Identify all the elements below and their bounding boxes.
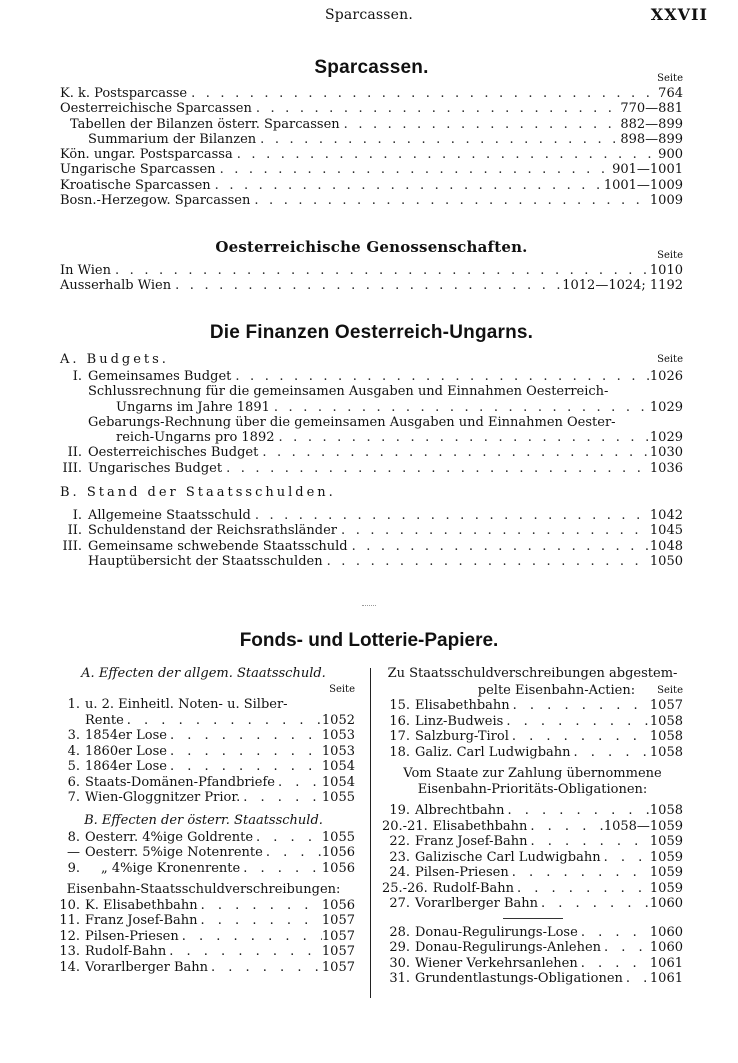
- toc-entry[interactable]: Tabellen der Bilanzen österr. Sparcassen . . . 882—899: [60, 117, 683, 132]
- list-item[interactable]: 25.-26. Rudolf-Bahn . . . 1059: [382, 881, 683, 897]
- toc-entry[interactable]: Summarium der Bilanzen . . . 898—899: [60, 132, 683, 147]
- group-heading-a: A. Effecten der allgem. Staatsschuld.: [81, 666, 326, 681]
- list-item[interactable]: 6. Staats-Domänen-Pfandbriefe . . . 1054: [52, 775, 355, 791]
- section-finanzen: [60, 321, 683, 569]
- list-item[interactable]: 5. 1864er Lose . . . 1054: [52, 759, 355, 775]
- running-head: [0, 0, 738, 30]
- toc-entry[interactable]: Ausserhalb Wien . . . 1012—1024; 1192: [60, 278, 683, 293]
- seite-label: Seite: [657, 73, 683, 84]
- section-genossenschaften: [60, 233, 683, 294]
- fonds-right-column: [382, 665, 683, 987]
- list-item[interactable]: 10. K. Elisabethbahn . . . 1056: [52, 898, 355, 914]
- toc-entry[interactable]: III. Ungarisches Budget . . . 1036: [60, 461, 683, 476]
- list-item[interactable]: 8. Oesterr. 4%ige Goldrente . . . 1055: [52, 830, 355, 846]
- list-item[interactable]: 14. Vorarlberger Bahn . . . 1057: [52, 960, 355, 976]
- section-title-fonds: Fonds- und Lotterie-Papiere.: [239, 630, 499, 651]
- group-heading-a-line2: pelte Eisenbahn-Actien: Seite: [477, 683, 683, 698]
- group-heading-staatsschulden: B. Stand der Staatsschulden.: [60, 485, 336, 501]
- toc-entry[interactable]: Schlussrechnung für die gemeinsamen Ausgaben und Einnahmen Oesterreich-: [88, 384, 609, 400]
- toc-entry[interactable]: Gebarungs-Rechnung über die gemeinsamen Ausgaben und Einnahmen Oester-: [88, 414, 616, 430]
- toc-entry[interactable]: III. Gemeinsame schwebende Staatsschuld . . . 1048: [60, 539, 683, 554]
- section-header: [60, 321, 683, 351]
- list-item[interactable]: 24. Pilsen-Priesen . . . 1059: [382, 865, 683, 881]
- toc-entry[interactable]: Ungarns im Jahre 1891 . . . 1029: [60, 400, 683, 415]
- list-item[interactable]: 7. Wien-Gloggnitzer Prior. . . . 1055: [52, 790, 355, 806]
- toc-entry[interactable]: Kroatische Sparcassen . . . 1001—1009: [60, 178, 683, 193]
- toc-entry[interactable]: K. k. Postsparcasse . . . 764: [60, 86, 683, 101]
- seite-label: Seite: [329, 684, 355, 695]
- toc-entry[interactable]: I. Allgemeine Staatsschuld . . . 1042: [60, 508, 683, 523]
- toc-entry[interactable]: Hauptübersicht der Staatsschulden . . . 1050: [60, 554, 683, 569]
- toc-entry[interactable]: II. Schuldenstand der Reichsrathsländer . . . 1045: [60, 523, 683, 538]
- section-title: Oesterreichische Genossenschaften.: [215, 238, 528, 256]
- toc-list: [60, 86, 683, 208]
- group-heading-c: Eisenbahn-Staatsschuldverschreibungen:: [66, 882, 341, 897]
- fonds-left-column: [52, 665, 355, 975]
- list-item[interactable]: 18. Galiz. Carl Ludwigbahn . . . 1058: [382, 745, 683, 761]
- toc-entry[interactable]: I. Gemeinsames Budget . . . 1026: [60, 369, 683, 384]
- column-divider: [370, 668, 371, 998]
- toc-entry[interactable]: reich-Ungarns pro 1892 . . . 1029: [60, 430, 683, 445]
- group-heading-a-line1: Zu Staatsschuldverschreibungen abgestem-: [387, 666, 678, 681]
- list-item[interactable]: 22. Franz Josef-Bahn . . . 1059: [382, 834, 683, 850]
- list-item[interactable]: 3. 1854er Lose . . . 1053: [52, 728, 355, 744]
- list-item[interactable]: 11. Franz Josef-Bahn . . . 1057: [52, 913, 355, 929]
- seite-label: Seite: [657, 685, 683, 696]
- running-head-title: Sparcassen.: [324, 7, 414, 23]
- list-item[interactable]: 20.-21. Elisabethbahn . . . 1058—1059: [382, 819, 683, 835]
- list-item[interactable]: 23. Galizische Carl Ludwigbahn . . . 1059: [382, 850, 683, 866]
- list-item[interactable]: 29. Donau-Regulirungs-Anlehen . . . 1060: [382, 940, 683, 956]
- list-item[interactable]: 16. Linz-Budweis . . . 1058: [382, 714, 683, 730]
- group-heading-b: B. Effecten der österr. Staatsschuld.: [84, 812, 323, 828]
- section-sparcassen: [60, 56, 683, 208]
- toc-list: [60, 508, 683, 569]
- list-item[interactable]: 17. Salzburg-Tirol . . . 1058: [382, 729, 683, 745]
- section-title: Sparcassen.: [314, 57, 429, 78]
- toc-entry[interactable]: Bosn.-Herzegow. Sparcassen . . . 1009: [60, 193, 683, 208]
- toc-list: [60, 369, 683, 476]
- short-divider: [503, 918, 563, 919]
- group-heading-b-line1: Vom Staate zur Zahlung übernommene: [403, 766, 662, 781]
- section-header: [60, 56, 683, 86]
- page-number: XXVII: [650, 5, 708, 24]
- divider-mark: [362, 605, 376, 608]
- list-item[interactable]: 30. Wiener Verkehrsanlehen . . . 1061: [382, 956, 683, 972]
- seite-label: Seite: [657, 354, 683, 365]
- list-item[interactable]: 12. Pilsen-Priesen . . . 1057: [52, 929, 355, 945]
- section-header: [60, 233, 683, 263]
- list-item[interactable]: 15. Elisabethbahn . . . 1057: [382, 698, 683, 714]
- list-item[interactable]: — Oesterr. 5%ige Notenrente . . . 1056: [52, 845, 355, 861]
- toc-entry[interactable]: II. Oesterreichisches Budget . . . 1030: [60, 445, 683, 460]
- seite-label: Seite: [657, 250, 683, 261]
- toc-entry[interactable]: In Wien . . . 1010: [60, 263, 683, 278]
- section-title: Die Finanzen Oesterreich-Ungarns.: [209, 322, 534, 343]
- toc-entry[interactable]: Ungarische Sparcassen . . . 901—1001: [60, 162, 683, 177]
- toc-entry[interactable]: Oesterreichische Sparcassen . . . 770—881: [60, 101, 683, 116]
- toc-list: [60, 263, 683, 294]
- list-item[interactable]: Rente . . . 1052: [52, 713, 355, 729]
- toc-entry[interactable]: Kön. ungar. Postsparcassa . . . 900: [60, 147, 683, 162]
- list-item[interactable]: 4. 1860er Lose . . . 1053: [52, 744, 355, 760]
- list-item[interactable]: 27. Vorarlberger Bahn . . . 1060: [382, 896, 683, 912]
- group-heading-b-line2: Eisenbahn-Prioritäts-Obligationen:: [417, 781, 648, 797]
- group-heading-budgets: A. Budgets. Seite: [60, 352, 683, 367]
- list-item[interactable]: 19. Albrechtbahn . . . 1058: [382, 803, 683, 819]
- list-item[interactable]: 9. „ 4%ige Kronenrente . . . 1056: [52, 861, 355, 877]
- list-item[interactable]: 31. Grundentlastungs-Obligationen . . . 1061: [382, 971, 683, 987]
- list-item[interactable]: 28. Donau-Regulirungs-Lose . . . 1060: [382, 925, 683, 941]
- list-item[interactable]: 13. Rudolf-Bahn . . . 1057: [52, 944, 355, 960]
- list-item[interactable]: 1. u. 2. Einheitl. Noten- u. Silber-: [67, 697, 288, 712]
